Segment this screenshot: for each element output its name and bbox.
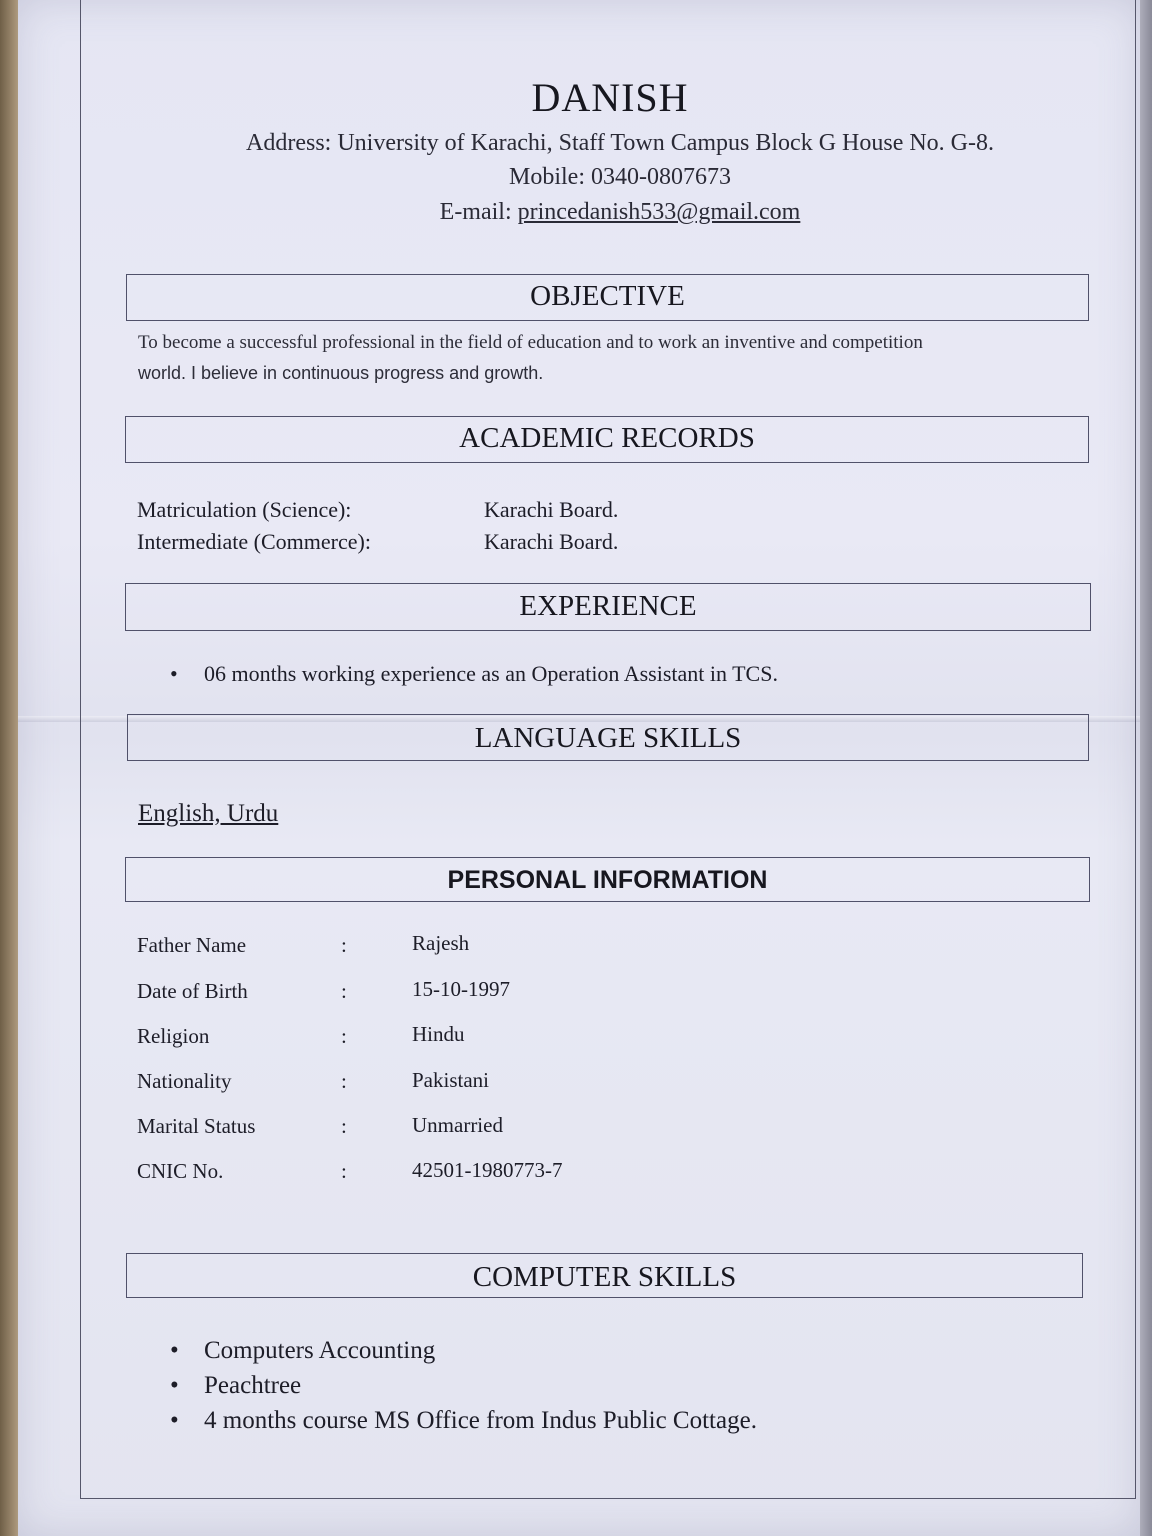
info-label-cnic: CNIC No. [137, 1159, 224, 1183]
personal-heading-box [125, 857, 1090, 902]
language-heading-box [127, 714, 1089, 761]
info-value-nationality: Pakistani [412, 1068, 489, 1092]
objective-heading: OBJECTIVE [530, 280, 685, 312]
computer-skill-text: Computers Accounting [204, 1337, 436, 1364]
info-value-cnic: 42501-1980773-7 [412, 1158, 563, 1182]
email-line [0, 199, 1152, 226]
bullet-icon: • [170, 1372, 179, 1399]
info-value-marital: Unmarried [412, 1113, 503, 1137]
experience-heading-box [125, 583, 1091, 631]
info-colon: : [341, 979, 347, 1003]
computer-skill-item [170, 1337, 435, 1365]
computer-skill-item [170, 1407, 757, 1435]
bullet-icon: • [170, 661, 178, 686]
computer-heading: COMPUTER SKILLS [472, 1261, 737, 1293]
info-label-dob: Date of Birth [137, 979, 248, 1003]
candidate-name: DANISH [531, 75, 689, 120]
objective-line-2: world. I believe in continuous progress and growth. [138, 363, 544, 383]
academic-label-inter: Intermediate (Commerce): [137, 529, 371, 554]
address-value: University of Karachi, Staff Town Campus Block G House No. G-8. [337, 130, 994, 156]
language-value: English, Urdu [138, 800, 279, 827]
info-value-father: Rajesh [412, 931, 470, 955]
academic-heading-box [125, 416, 1089, 463]
objective-text [138, 328, 1078, 388]
info-colon: : [341, 1114, 347, 1138]
info-colon: : [341, 933, 347, 957]
mobile-value: 0340-0807673 [591, 164, 731, 190]
info-label-marital: Marital Status [137, 1114, 256, 1138]
info-colon: : [341, 1159, 347, 1183]
language-heading: LANGUAGE SKILLS [474, 722, 742, 754]
academic-heading: ACADEMIC RECORDS [459, 422, 755, 454]
objective-heading-box [126, 274, 1089, 321]
computer-heading-box [126, 1253, 1083, 1298]
email-link[interactable]: princedanish533@gmail.com [517, 199, 801, 225]
computer-skill-text: 4 months course MS Office from Indus Public Cottage. [204, 1407, 757, 1434]
experience-item [170, 661, 778, 687]
info-label-religion: Religion [137, 1024, 210, 1048]
objective-line-1: To become a successful professional in the field of education and to work an inventive and competition [138, 332, 923, 353]
info-colon: : [341, 1069, 347, 1093]
academic-value-inter: Karachi Board. [484, 529, 619, 554]
mobile-label: Mobile: [509, 164, 585, 190]
info-label-father: Father Name [137, 933, 247, 957]
info-colon: : [341, 1024, 347, 1048]
address-label: Address: [246, 130, 332, 156]
computer-skill-item [170, 1372, 301, 1400]
email-label: E-mail: [439, 199, 512, 225]
info-label-nationality: Nationality [137, 1069, 232, 1093]
personal-heading: PERSONAL INFORMATION [447, 866, 768, 894]
address-line [0, 130, 1152, 157]
academic-value-matric: Karachi Board. [484, 497, 619, 522]
computer-skill-text: Peachtree [204, 1372, 302, 1399]
experience-heading: EXPERIENCE [519, 590, 697, 622]
info-value-dob: 15-10-1997 [412, 977, 510, 1001]
info-value-religion: Hindu [412, 1022, 465, 1046]
mobile-line [0, 164, 1152, 191]
bullet-icon: • [170, 1337, 179, 1364]
experience-item-text: 06 months working experience as an Operation Assistant in TCS. [204, 661, 778, 686]
academic-label-matric: Matriculation (Science): [137, 497, 352, 522]
bullet-icon: • [170, 1407, 179, 1434]
